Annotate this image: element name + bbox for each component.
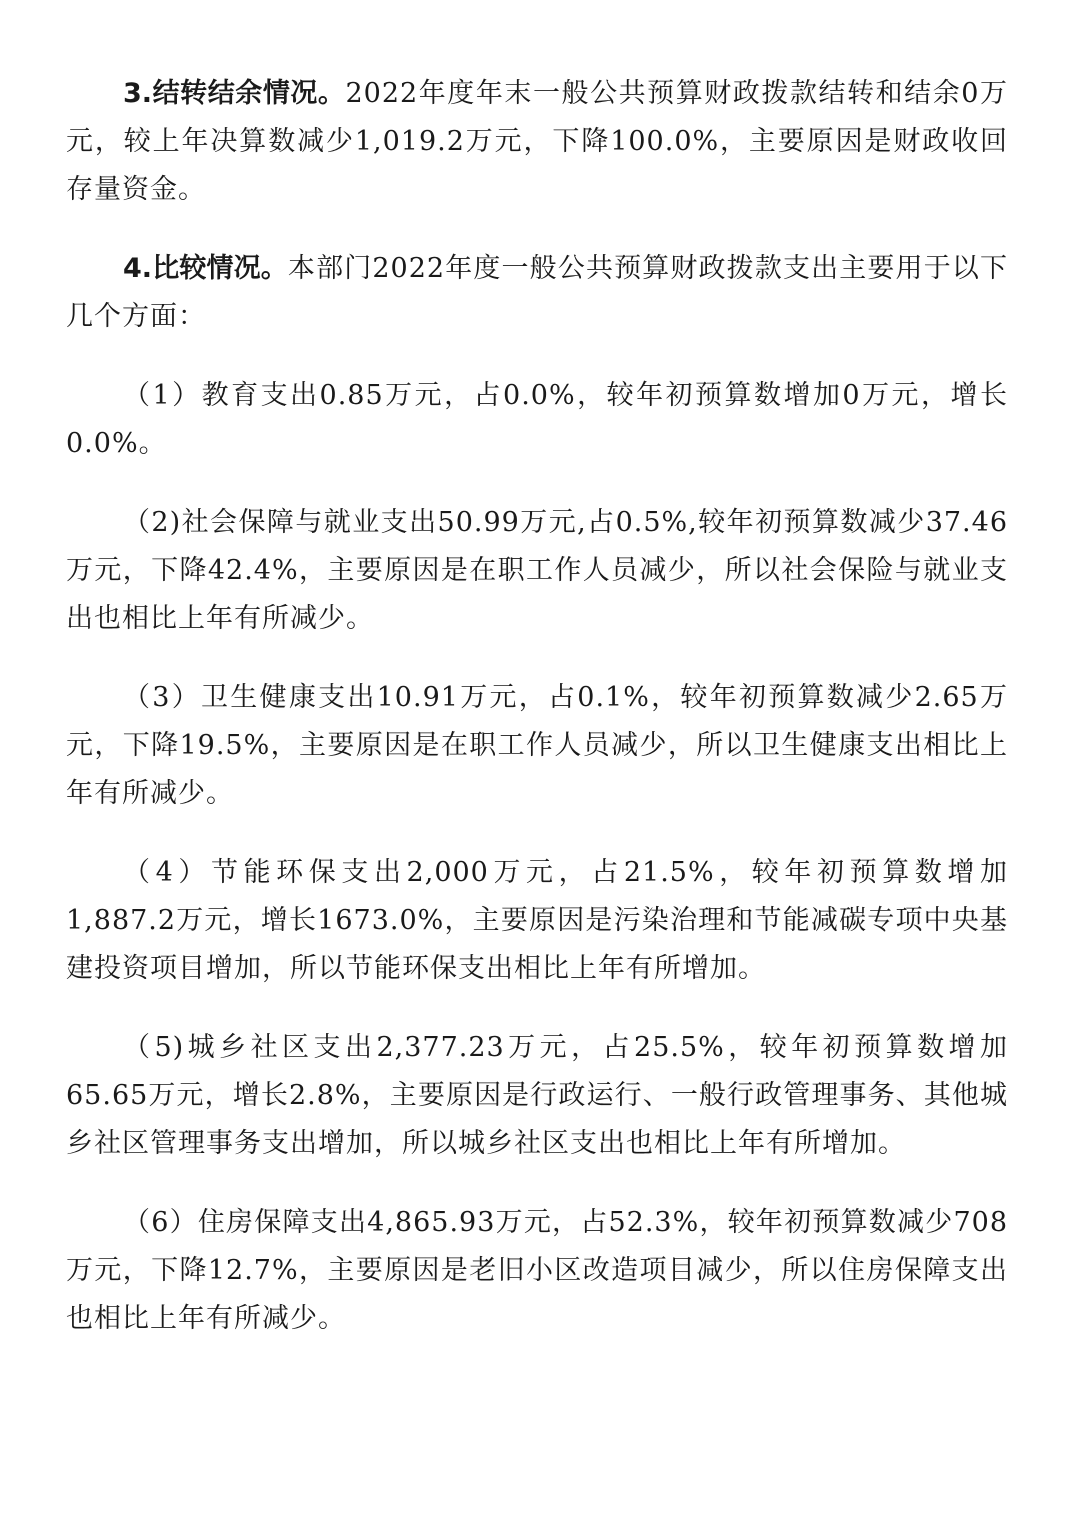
paragraph-text: （1）教育支出0.85万元，占0.0%，较年初预算数增加0万元，增长0.0%。 (66, 380, 1008, 459)
paragraph-comparison (66, 245, 1008, 341)
paragraph-text: （2)社会保障与就业支出50.99万元,占0.5%,较年初预算数减少37.46万元，下降42.4%，主要原因是在职工作人员减少，所以社会保险与就业支出也相比上年有所减少。 (66, 507, 1008, 634)
section-heading-carryover: 3.结转结余情况。 (123, 78, 346, 109)
paragraph-text: 本部门2022年度一般公共预算财政拨款支出主要用于以下几个方面： (66, 253, 1008, 332)
paragraph-text: （5)城乡社区支出2,377.23万元，占25.5%，较年初预算数增加65.65万元，增长2.8%，主要原因是行政运行、一般行政管理事务、其他城乡社区管理事务支出增加，所以城乡社区支出也相比上年有所增加。 (66, 1032, 1008, 1159)
paragraph-social-security (66, 499, 1008, 643)
paragraph-text: （3）卫生健康支出10.91万元，占0.1%，较年初预算数减少2.65万元，下降19.5%，主要原因是在职工作人员减少，所以卫生健康支出相比上年有所减少。 (66, 682, 1008, 809)
paragraph-education (66, 372, 1008, 468)
paragraph-carryover-balance (66, 70, 1008, 214)
paragraph-text: （4）节能环保支出2,000万元，占21.5%，较年初预算数增加1,887.2万元，增长1673.0%，主要原因是污染治理和节能减碳专项中央基建投资项目增加，所以节能环保支出相比上年有所增加。 (66, 857, 1008, 984)
section-heading-comparison: 4.比较情况。 (123, 253, 288, 284)
paragraph-text: （6）住房保障支出4,865.93万元，占52.3%，较年初预算数减少708万元，下降12.7%，主要原因是老旧小区改造项目减少，所以住房保障支出也相比上年有所减少。 (66, 1207, 1008, 1334)
paragraph-environment (66, 849, 1008, 993)
paragraph-urban-rural (66, 1024, 1008, 1168)
paragraph-health (66, 674, 1008, 818)
paragraph-text: 2022年度年末一般公共预算财政拨款结转和结余0万元，较上年决算数减少1,019.2万元，下降100.0%，主要原因是财政收回存量资金。 (66, 78, 1009, 205)
paragraph-housing (66, 1199, 1008, 1343)
document-page (66, 70, 1008, 1374)
